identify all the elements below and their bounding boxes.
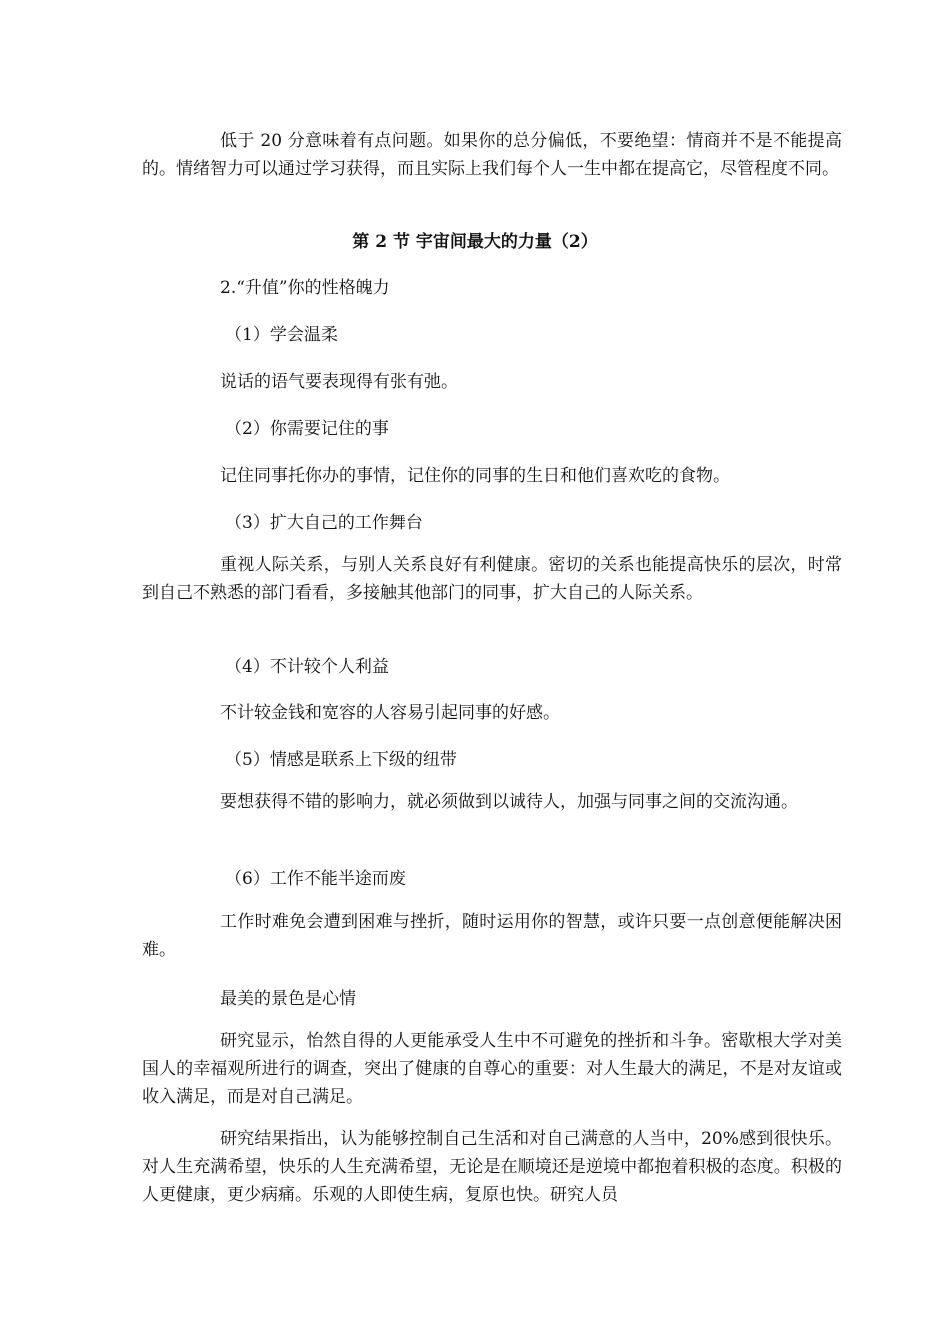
item-5-text: 要想获得不错的影响力，就必须做到以诚待人，加强与同事之间的交流沟通。 [220, 792, 798, 812]
section-heading: 第 2 节 宇宙间最大的力量（2） [352, 232, 598, 252]
mood-paragraph-2: 研究结果指出，认为能够控制自己生活和对自己满意的人当中，20%感到很快乐。对人生充满希望，快乐的人生充满希望，无论是在顺境还是逆境中都抱着积极的态度。积极的人更健康，更少病痛。乐观的人即使生病，复原也快。研究人员 [142, 1129, 842, 1205]
mood-paragraph-1: 研究显示，怡然自得的人更能承受人生中不可避免的挫折和斗争。密歇根大学对美国人的幸福观所进行的调查，突出了健康的自尊心的重要：对人生最大的满足，不是对友谊或收入满足，而是对自己满足。 [142, 1031, 842, 1107]
item-3-title: （3）扩大自己的工作舞台 [225, 513, 423, 533]
item-6-text: 工作时难免会遭到困难与挫折，随时运用你的智慧，或许只要一点创意便能解决困难。 [142, 912, 842, 960]
paragraph-intro: 低于 20 分意味着有点问题。如果你的总分偏低，不要绝望：情商并不是不能提高的。情绪智力可以通过学习获得，而且实际上我们每个人一生中都在提高它，尽管程度不同。 [142, 131, 842, 179]
item-2-title: （2）你需要记住的事 [225, 419, 389, 439]
item-6-title: （6）工作不能半途而废 [225, 869, 406, 889]
mood-title: 最美的景色是心情 [220, 989, 356, 1009]
subsection-title: 2.“升值”你的性格魄力 [220, 278, 390, 298]
item-1-text: 说话的语气要表现得有张有弛。 [220, 372, 458, 392]
item-4-text: 不计较金钱和宽容的人容易引起同事的好感。 [220, 703, 560, 723]
item-2-text: 记住同事托你办的事情，记住你的同事的生日和他们喜欢吃的食物。 [220, 466, 730, 486]
item-5-title: （5）情感是联系上下级的纽带 [225, 750, 457, 770]
item-3-text: 重视人际关系，与别人关系良好有利健康。密切的关系也能提高快乐的层次，时常到自己不熟悉的部门看看，多接触其他部门的同事，扩大自己的人际关系。 [142, 555, 842, 603]
item-1-title: （1）学会温柔 [225, 325, 338, 345]
item-4-title: （4）不计较个人利益 [225, 657, 389, 677]
